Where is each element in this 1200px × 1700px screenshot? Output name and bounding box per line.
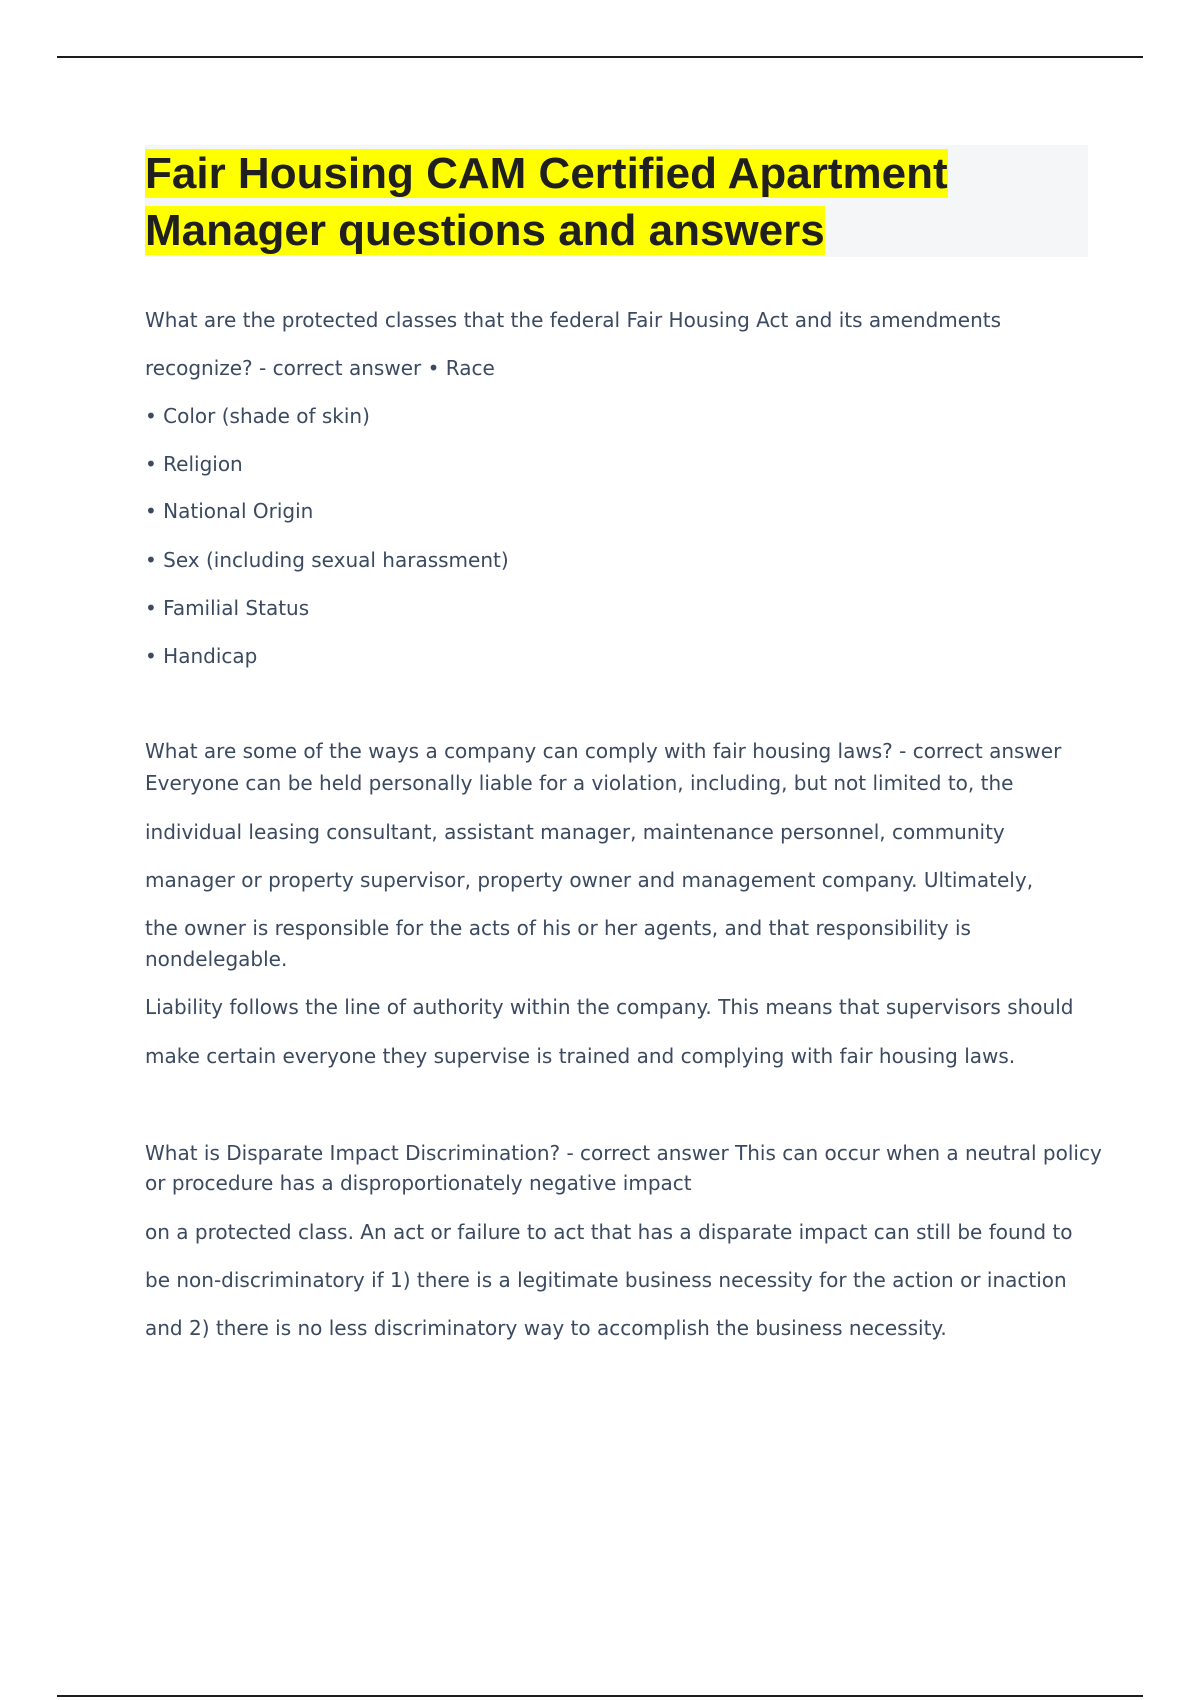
answer-text: make certain everyone they supervise is trained and complying with fair housing laws.	[145, 1044, 1016, 1068]
answer-text: recognize? - correct answer • Race	[145, 356, 495, 380]
answer-text: nondelegable.	[145, 947, 288, 971]
answer-text: individual leasing consultant, assistant manager, maintenance personnel, community	[145, 820, 1005, 844]
question-text: What are the protected classes that the federal Fair Housing Act and its amendments	[145, 308, 1002, 332]
answer-text: or procedure has a disproportionately negative impact	[145, 1171, 692, 1195]
title-block	[145, 145, 1088, 257]
list-item: • Religion	[145, 452, 243, 476]
page-title	[145, 145, 1088, 259]
list-item: • National Origin	[145, 499, 314, 523]
list-item: • Handicap	[145, 644, 258, 668]
answer-text: the owner is responsible for the acts of his or her agents, and that responsibility is	[145, 916, 971, 940]
list-item: • Familial Status	[145, 596, 310, 620]
answer-text: and 2) there is no less discriminatory way to accomplish the business necessity.	[145, 1316, 947, 1340]
bottom-rule	[57, 1695, 1143, 1697]
answer-text: Everyone can be held personally liable for a violation, including, but not limited to, the	[145, 771, 1014, 795]
answer-text: manager or property supervisor, property owner and management company. Ultimately,	[145, 868, 1034, 892]
top-rule	[57, 56, 1143, 58]
list-item: • Color (shade of skin)	[145, 404, 370, 428]
list-item: • Sex (including sexual harassment)	[145, 548, 509, 572]
answer-text: be non-discriminatory if 1) there is a legitimate business necessity for the action or inaction	[145, 1268, 1067, 1292]
question-text: What is Disparate Impact Discrimination? - correct answer This can occur when a neutral policy	[145, 1141, 1102, 1165]
page-title-line-2: Manager questions and answers	[145, 206, 825, 255]
question-text: What are some of the ways a company can comply with fair housing laws? - correct answer	[145, 739, 1062, 763]
page-title-line-1: Fair Housing CAM Certified Apartment	[145, 149, 948, 198]
answer-text: Liability follows the line of authority within the company. This means that supervisors should	[145, 995, 1074, 1019]
answer-text: on a protected class. An act or failure to act that has a disparate impact can still be found to	[145, 1220, 1073, 1244]
